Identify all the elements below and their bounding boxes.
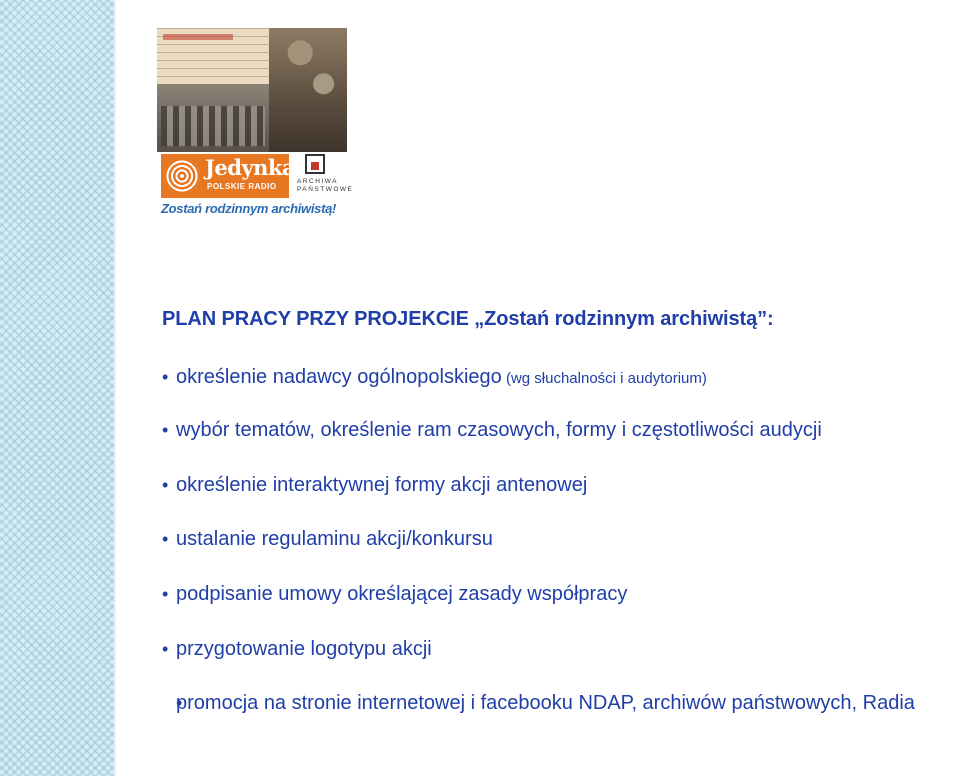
archives-emblem-icon <box>305 154 325 174</box>
list-item: • wybór tematów, określenie ram czasowych, formy i częstotliwości audycji <box>162 417 822 443</box>
radio-sub: POLSKIE RADIO <box>207 182 277 191</box>
list-item: • podpisanie umowy określającej zasady współpracy <box>162 581 627 607</box>
list-item: • określenie interaktywnej formy akcji antenowej <box>162 472 587 498</box>
page-title: PLAN PRACY PRZY PROJEKCIE „Zostań rodzinnym archiwistą”: <box>162 308 774 330</box>
strip-edge <box>114 0 116 776</box>
children-photo-image <box>269 28 347 152</box>
list-item: • ustalanie regulaminu akcji/konkursu <box>162 526 493 552</box>
radio-name: Jedynka <box>205 155 296 180</box>
radio-rings-icon <box>164 158 200 194</box>
list-item: • przygotowanie logotypu akcji <box>162 636 432 662</box>
archival-photo-collage <box>157 28 347 152</box>
campaign-logo <box>157 28 354 218</box>
list-item: • promocja na stronie internetowej i facebooku NDAP, archiwów państwowych, Radia <box>162 690 960 716</box>
list-item-note: (wg słuchalności i audytorium) <box>501 370 707 387</box>
decorative-pattern-strip <box>0 0 114 776</box>
jedynka-logo <box>161 154 296 198</box>
group-photo-image <box>157 84 269 152</box>
list-item-text: określenie nadawcy ogólnopolskiego <box>176 366 502 388</box>
old-letter-image <box>157 28 269 84</box>
archives-name: ARCHIWA PAŃSTWOWE <box>297 178 354 193</box>
campaign-slogan: Zostań rodzinnym archiwistą! <box>161 201 337 216</box>
list-item <box>162 364 707 392</box>
partner-logos <box>157 152 354 200</box>
